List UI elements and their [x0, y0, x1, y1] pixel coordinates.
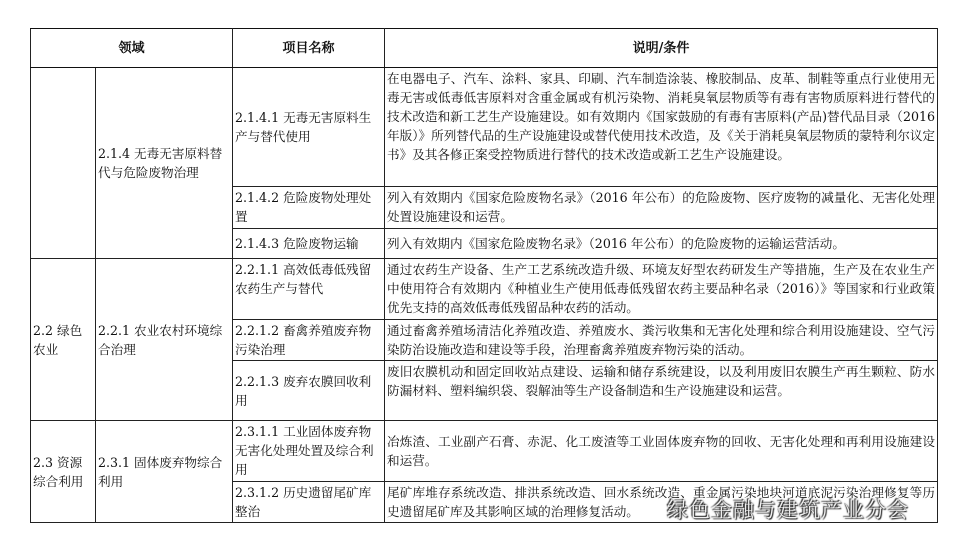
- domain-level2-cell: 2.1.4 无毒无害原料替代与危险废物治理: [96, 68, 233, 259]
- description-cell: 冶炼渣、工业副产石膏、赤泥、化工废渣等工业固体废弃物的回收、无害化处理和再利用设施建设和运营。: [385, 421, 938, 482]
- table-row: [31, 421, 938, 482]
- domain-level2-cell: 2.2.1 农业农村环境综合治理: [96, 259, 233, 421]
- header-description: 说明/条件: [385, 29, 938, 68]
- header-project-name: 项目名称: [233, 29, 385, 68]
- header-domain: 领域: [31, 29, 233, 68]
- domain-level1-cell: 2.2 绿色农业: [31, 259, 96, 421]
- description-cell: 在电器电子、汽车、涂料、家具、印刷、汽车制造涂装、橡胶制品、皮革、制鞋等重点行业使用无毒无害或低毒低害原料对含重金属或有机污染物、消耗臭氧层物质等有毒有害物质原料进行替代的技术改造和新工艺生产设施建设。如有效期内《国家鼓励的有毒有害原料(产品)替代品目录（2016 年版）》所列替代品的生产设施建设或替代使用技术改造，及《关于消耗臭氧层物质的蒙特利尔议定书》及其各修正案受控物质进行替代的技术改造或新工艺生产设施建设。: [385, 68, 938, 187]
- green-industry-table: [30, 28, 938, 523]
- description-cell: 废旧农膜机动和固定回收站点建设、运输和储存系统建设，以及利用废旧农膜生产再生颗粒、防水防漏材料、塑料编织袋、裂解油等生产设备制造和生产设施建设和运营。: [385, 361, 938, 421]
- table-row: [31, 259, 938, 320]
- project-name-cell: 2.2.1.2 畜禽养殖废弃物污染治理: [233, 320, 385, 361]
- description-cell: 列入有效期内《国家危险废物名录》（2016 年公布）的危险废物的运输运营活动。: [385, 229, 938, 259]
- table-header-row: [31, 29, 938, 68]
- description-cell: 通过农药生产设备、生产工艺系统改造升级、环境友好型农药研发生产等措施，生产及在农业生产中使用符合有效期内《种植业生产使用低毒低残留农药主要品种名录（2016）》等国家和行业政策优先支持的高效低毒低残留品种农药的活动。: [385, 259, 938, 320]
- description-cell: 通过畜禽养殖场清洁化养殖改造、养殖废水、粪污收集和无害化处理和综合利用设施建设、空气污染防治设施改造和建设等手段，治理畜禽养殖废弃物污染的活动。: [385, 320, 938, 361]
- domain-level1-cell: 2.3 资源综合利用: [31, 421, 96, 523]
- project-name-cell: 2.1.4.2 危险废物处理处置: [233, 187, 385, 229]
- watermark-text: 绿色金融与建筑产业分会: [667, 498, 909, 522]
- domain-level2-cell: 2.3.1 固体废弃物综合利用: [96, 421, 233, 523]
- project-name-cell: 2.1.4.1 无毒无害原料生产与替代使用: [233, 68, 385, 187]
- project-name-cell: 2.1.4.3 危险废物运输: [233, 229, 385, 259]
- project-name-cell: 2.2.1.1 高效低毒低残留农药生产与替代: [233, 259, 385, 320]
- domain-level1-cell: [31, 68, 96, 259]
- project-name-cell: 2.3.1.1 工业固体废弃物无害化处理处置及综合利用: [233, 421, 385, 482]
- description-cell: 列入有效期内《国家危险废物名录》（2016 年公布）的危险废物、医疗废物的减量化、无害化处理处置设施建设和运营。: [385, 187, 938, 229]
- project-name-cell: 2.3.1.2 历史遗留尾矿库整治: [233, 482, 385, 523]
- table-row: [31, 68, 938, 187]
- project-name-cell: 2.2.1.3 废弃农膜回收利用: [233, 361, 385, 421]
- description-cell: 尾矿库堆存系统改造、排洪系统改造、回水系统改造、重金属污染地块河道底泥污染治理修复等历史遗留尾矿库及其影响区域的治理修复活动。: [385, 482, 938, 523]
